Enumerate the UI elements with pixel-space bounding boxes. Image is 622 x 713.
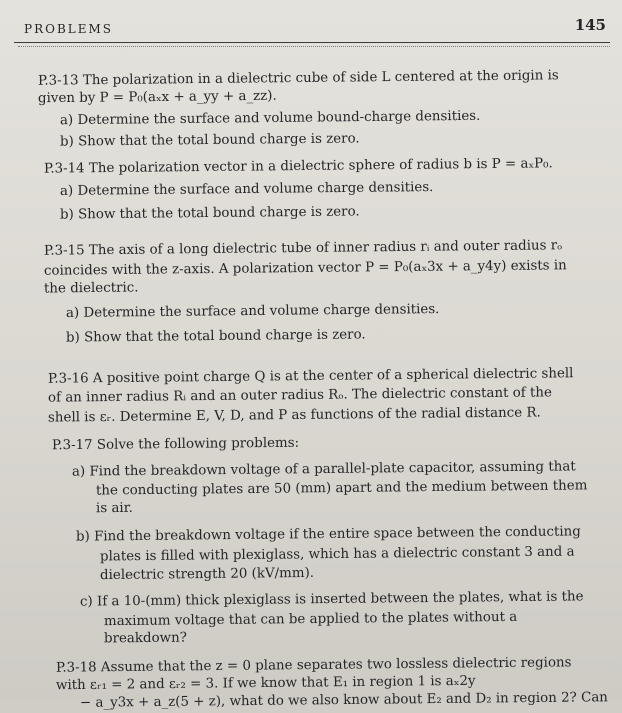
problem-3-18-line-2: with εᵣ₁ = 2 and εᵣ₂ = 3. If we know that E₁ in region 1 is aₓ2y (55, 673, 476, 694)
problem-3-15-part-b: b) Show that the total bound charge is zero. (65, 327, 366, 346)
problem-3-17-part-b-1: b) Find the breakdown voltage if the entire space between the conducting (75, 524, 581, 545)
problem-3-13-line-2: given by P = P₀(aₓx + a_yy + a_zz). (37, 88, 277, 107)
problem-3-15-part-a: a) Determine the surface and volume charge densities. (65, 302, 440, 321)
problem-3-17-part-c-3: breakdown? (103, 630, 187, 647)
problem-3-17-line-1: P.3-17 Solve the following problems: (51, 435, 300, 454)
page-number: 145 (574, 16, 606, 34)
problem-3-17-part-b-3: dielectric strength 20 (kV/mm). (99, 565, 315, 584)
problem-3-14-part-a: a) Determine the surface and volume charge densities. (59, 180, 434, 199)
problem-3-15-line-2: coincides with the z-axis. A polarization vector P = P₀(aₓ3x + a_y4y) exists in (43, 258, 567, 279)
problem-3-16-line-3: shell is εᵣ. Determine E, V, D, and P as functions of the radial distance R. (47, 405, 541, 426)
problem-3-13-line-1: P.3-13 The polarization in a dielectric cube of side L centered at the origin is (37, 68, 559, 89)
problem-3-14-line-1: P.3-14 The polarization vector in a dielectric sphere of radius b is P = aₓP₀. (43, 156, 553, 177)
problem-3-15-line-1: P.3-15 The axis of a long dielectric tube of inner radius rᵢ and outer radius rₒ (43, 238, 563, 259)
problem-3-17-part-a-1: a) Find the breakdown voltage of a parallel-plate capacitor, assuming that (71, 459, 576, 480)
problem-3-13-part-b: b) Show that the total bound charge is zero. (59, 131, 360, 150)
problem-3-17-part-b-2: plates is filled with plexiglass, which has a dielectric constant 3 and a (99, 544, 575, 565)
problem-3-17-part-a-2: the conducting plates are 50 (mm) apart and the medium between them (95, 478, 588, 499)
problem-3-17-part-c-2: maximum voltage that can be applied to the plates without a (103, 609, 518, 630)
problem-3-13-part-a: a) Determine the surface and volume bound-charge densities. (59, 108, 481, 129)
section-title: PROBLEMS (24, 22, 114, 36)
problem-3-16-line-2: of an inner radius Rᵢ and an outer radius Rₒ. The dielectric constant of the (47, 385, 552, 406)
problem-3-16-line-1: P.3-16 A positive point charge Q is at the center of a spherical dielectric shell (47, 366, 574, 387)
problem-3-14-part-b: b) Show that the total bound charge is zero. (59, 204, 360, 223)
problem-3-18-line-3: − a_y3x + a_z(5 + z), what do we also know about E₂ and D₂ in region 2? Can (79, 690, 608, 711)
problem-3-17-part-a-3: is air. (95, 500, 133, 517)
problem-3-18-line-1: P.3-18 Assume that the z = 0 plane separates two lossless dielectric regions (55, 655, 572, 676)
problem-3-15-line-3: the dielectric. (43, 280, 139, 297)
problem-3-17-part-c-1: c) If a 10-(mm) thick plexiglass is inserted between the plates, what is the (79, 589, 584, 610)
